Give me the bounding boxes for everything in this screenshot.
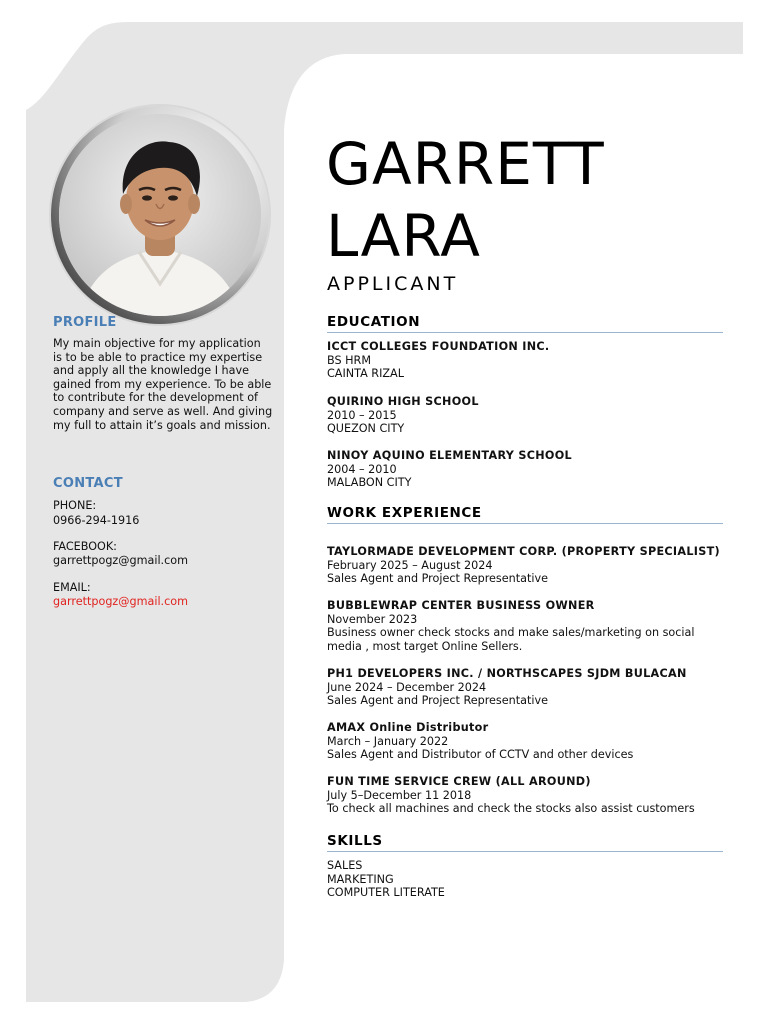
- profile-heading: PROFILE: [53, 315, 117, 330]
- profile-photo: [59, 114, 261, 316]
- job-description: Sales Agent and Distributor of CCTV and other devices: [327, 748, 634, 762]
- job-title: AMAX Online Distributor: [327, 721, 489, 734]
- work-item: [327, 721, 727, 762]
- applicant-name: [326, 128, 605, 272]
- profile-text: My main objective for my application is to be able to practice my expertise and apply all the knowledge I have gained from my experience. To be able to contribute for the development of company and serve as well. And giving my full to attain it’s goals and mission.: [53, 337, 273, 432]
- school-name: NINOY AQUINO ELEMENTARY SCHOOL: [327, 449, 572, 462]
- job-description-cont: media , most target Online Sellers.: [327, 639, 523, 653]
- job-title: PH1 DEVELOPERS INC. / NORTHSCAPES SJDM BULACAN: [327, 667, 687, 680]
- work-item: [327, 599, 727, 653]
- education-divider: [327, 332, 723, 333]
- job-title: BUBBLEWRAP CENTER BUSINESS OWNER: [327, 599, 595, 612]
- skill-item: COMPUTER LITERATE: [327, 886, 445, 900]
- facebook-value: garrettpogz@gmail.com: [53, 554, 188, 567]
- education-detail: 2010 – 2015: [327, 408, 397, 422]
- education-detail: BS HRM: [327, 353, 371, 367]
- education-item: [327, 449, 727, 490]
- job-dates: March – January 2022: [327, 734, 449, 748]
- skill-item: SALES: [327, 859, 363, 872]
- education-item: [327, 395, 727, 436]
- education-location: QUEZON CITY: [327, 422, 405, 436]
- facebook-label: FACEBOOK:: [53, 540, 117, 553]
- skills-list: [327, 859, 727, 900]
- job-description: To check all machines and check the stocks also assist customers: [327, 802, 695, 816]
- work-divider: [327, 523, 723, 524]
- phone-value: 0966-294-1916: [53, 514, 140, 527]
- first-name: GARRETT: [326, 130, 605, 198]
- email-link[interactable]: garrettpogz@gmail.com: [53, 595, 188, 608]
- education-location: CAINTA RIZAL: [327, 367, 404, 381]
- job-title: TAYLORMADE DEVELOPMENT CORP. (PROPERTY SPECIALIST): [327, 545, 720, 558]
- job-dates: July 5–December 11 2018: [327, 788, 472, 802]
- applicant-title: APPLICANT: [327, 273, 459, 295]
- education-item: [327, 340, 727, 381]
- job-description: Sales Agent and Project Representative: [327, 572, 548, 586]
- work-item: [327, 667, 727, 708]
- school-name: QUIRINO HIGH SCHOOL: [327, 395, 479, 408]
- skills-heading: SKILLS: [327, 833, 383, 849]
- phone-label: PHONE:: [53, 499, 97, 512]
- education-detail: 2004 – 2010: [327, 462, 397, 476]
- job-description: Sales Agent and Project Representative: [327, 694, 548, 708]
- job-dates: November 2023: [327, 612, 418, 626]
- work-item: [327, 775, 727, 816]
- skills-divider: [327, 851, 723, 852]
- job-dates: February 2025 – August 2024: [327, 558, 493, 572]
- work-heading: WORK EXPERIENCE: [327, 505, 482, 521]
- email-label: EMAIL:: [53, 581, 91, 594]
- job-description: Business owner check stocks and make sales/marketing on social: [327, 626, 695, 640]
- contact-heading: CONTACT: [53, 476, 123, 491]
- work-item: [327, 545, 727, 586]
- education-location: MALABON CITY: [327, 476, 412, 490]
- skill-item: MARKETING: [327, 872, 394, 886]
- job-title: FUN TIME SERVICE CREW (ALL AROUND): [327, 775, 591, 788]
- last-name: LARA: [326, 202, 481, 270]
- education-heading: EDUCATION: [327, 314, 421, 330]
- job-dates: June 2024 – December 2024: [327, 680, 487, 694]
- school-name: ICCT COLLEGES FOUNDATION INC.: [327, 340, 550, 353]
